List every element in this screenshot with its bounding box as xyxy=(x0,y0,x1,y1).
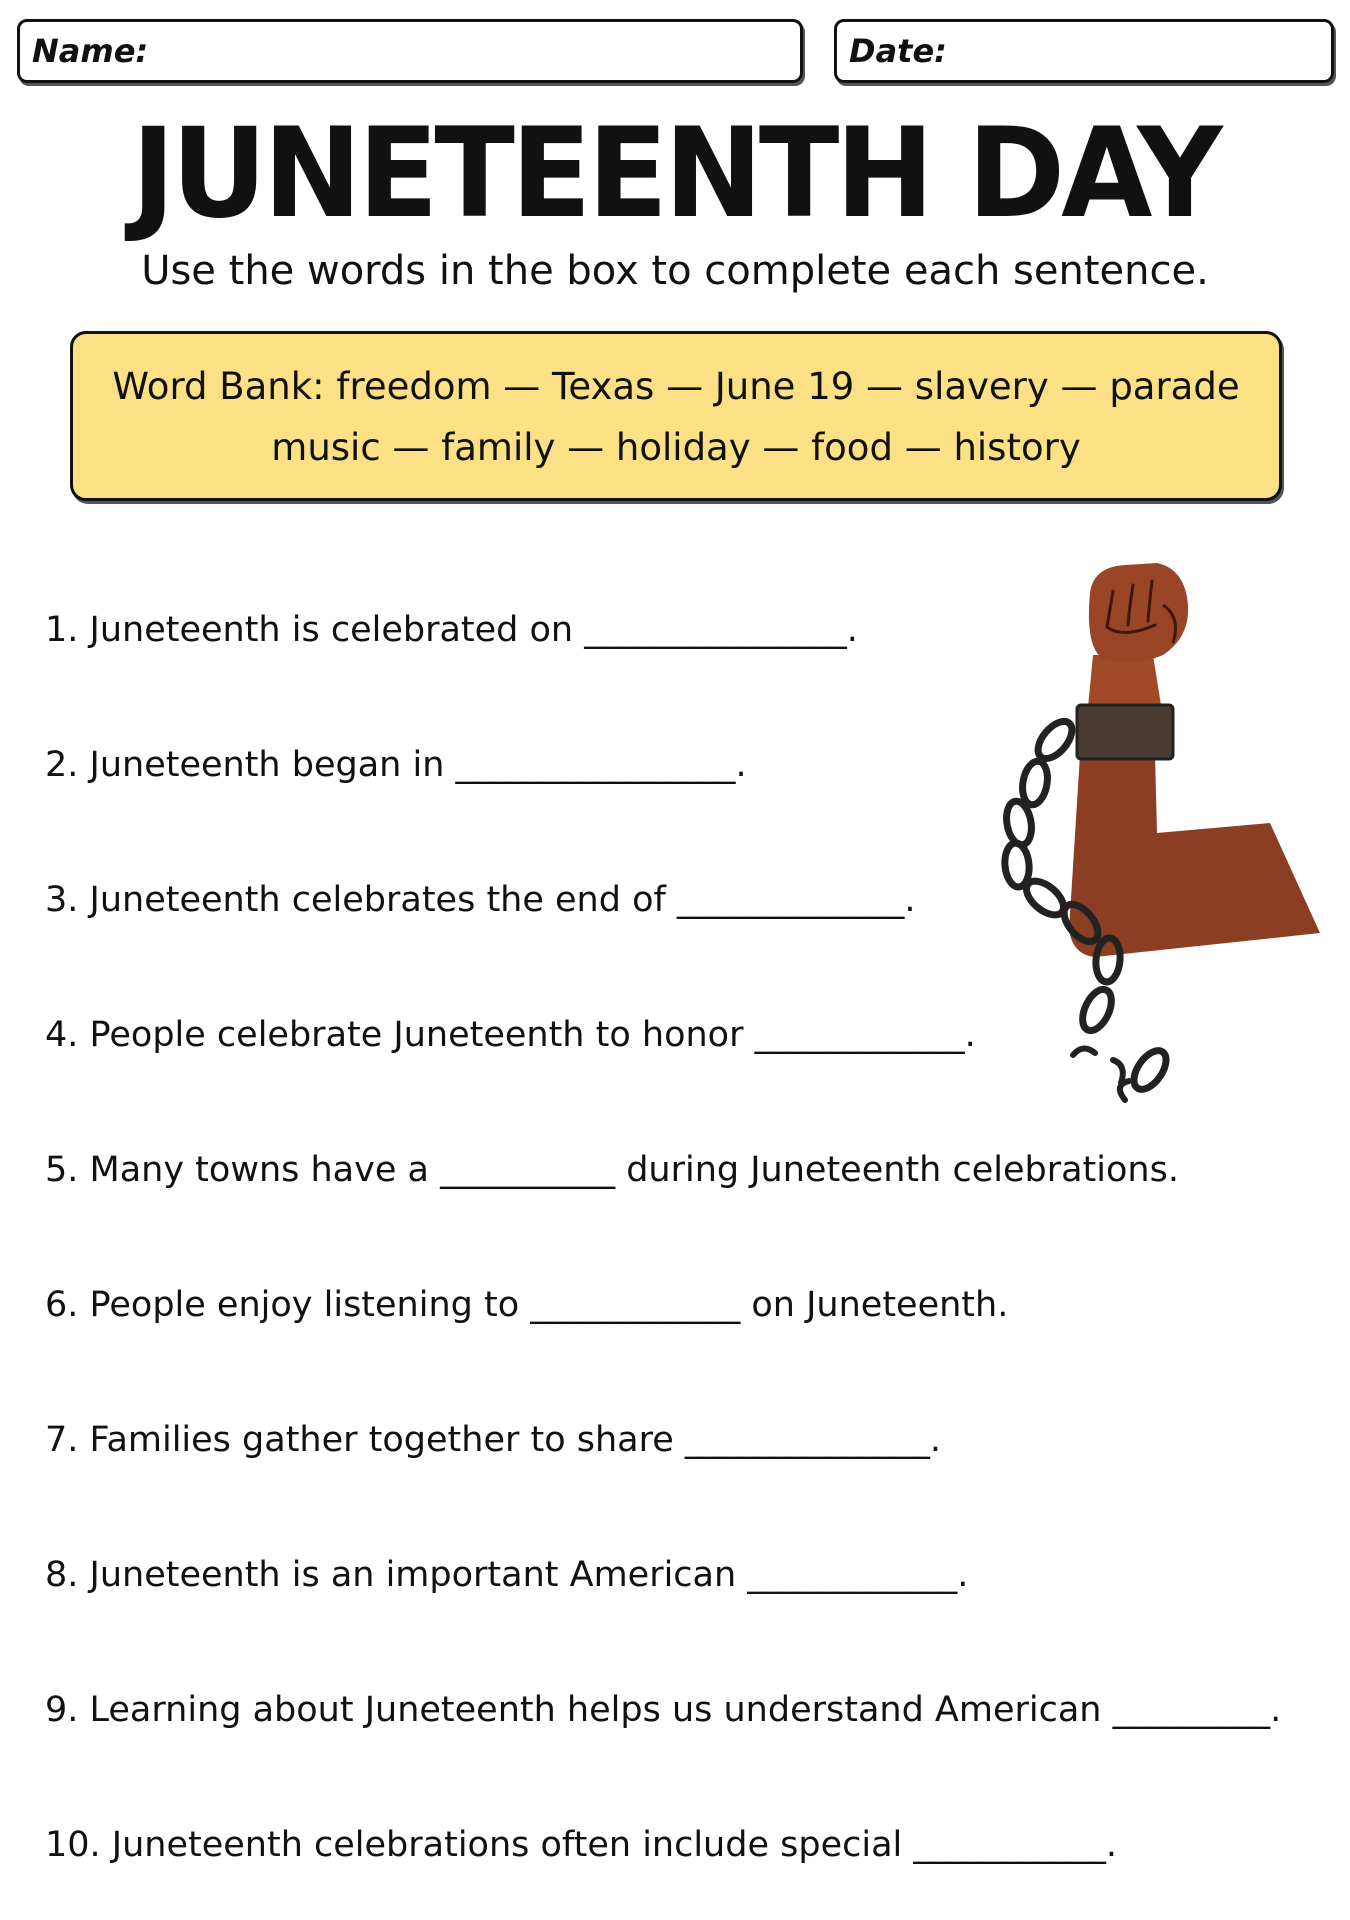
word-bank-line-1: Word Bank: freedom — Texas — June 19 — slavery — parade xyxy=(112,365,1240,408)
question-1: 1. Juneteenth is celebrated on _______________. xyxy=(45,610,858,650)
upper-arm xyxy=(1069,755,1320,957)
word-bank-line-2: music — family — holiday — food — history xyxy=(271,426,1081,469)
question-4: 4. People celebrate Juneteenth to honor ____________. xyxy=(45,1015,976,1055)
raised-fist-broken-chain-icon xyxy=(985,555,1325,1115)
name-field[interactable] xyxy=(17,19,803,83)
broken-link-piece xyxy=(1073,1048,1095,1055)
question-5: 5. Many towns have a __________ during Juneteenth celebrations. xyxy=(45,1150,1179,1190)
question-2: 2. Juneteenth began in ________________. xyxy=(45,745,747,785)
chain-link xyxy=(1019,759,1050,806)
question-7: 7. Families gather together to share ______________. xyxy=(45,1420,942,1460)
question-3: 3. Juneteenth celebrates the end of _____________. xyxy=(45,880,916,920)
shackle-cuff xyxy=(1077,705,1173,759)
chain-link xyxy=(1032,715,1079,764)
date-label: Date: xyxy=(849,32,947,70)
broken-link-piece xyxy=(1113,1060,1123,1083)
word-bank xyxy=(70,331,1282,501)
question-8: 8. Juneteenth is an important American ____________. xyxy=(45,1555,969,1595)
broken-link-piece xyxy=(1120,1081,1129,1100)
page-title: JUNETEENTH DAY xyxy=(131,100,1219,246)
chain-link xyxy=(1077,985,1117,1035)
name-label: Name: xyxy=(32,32,149,70)
date-field[interactable] xyxy=(834,19,1334,83)
question-9: 9. Learning about Juneteenth helps us understand American _________. xyxy=(45,1690,1282,1730)
question-6: 6. People enjoy listening to ____________ on Juneteenth. xyxy=(45,1285,1009,1325)
chain-link xyxy=(1128,1045,1173,1095)
fist xyxy=(1089,563,1188,662)
question-10: 10. Juneteenth celebrations often include special ___________. xyxy=(45,1825,1117,1865)
instructions: Use the words in the box to complete each sentence. xyxy=(141,248,1209,294)
